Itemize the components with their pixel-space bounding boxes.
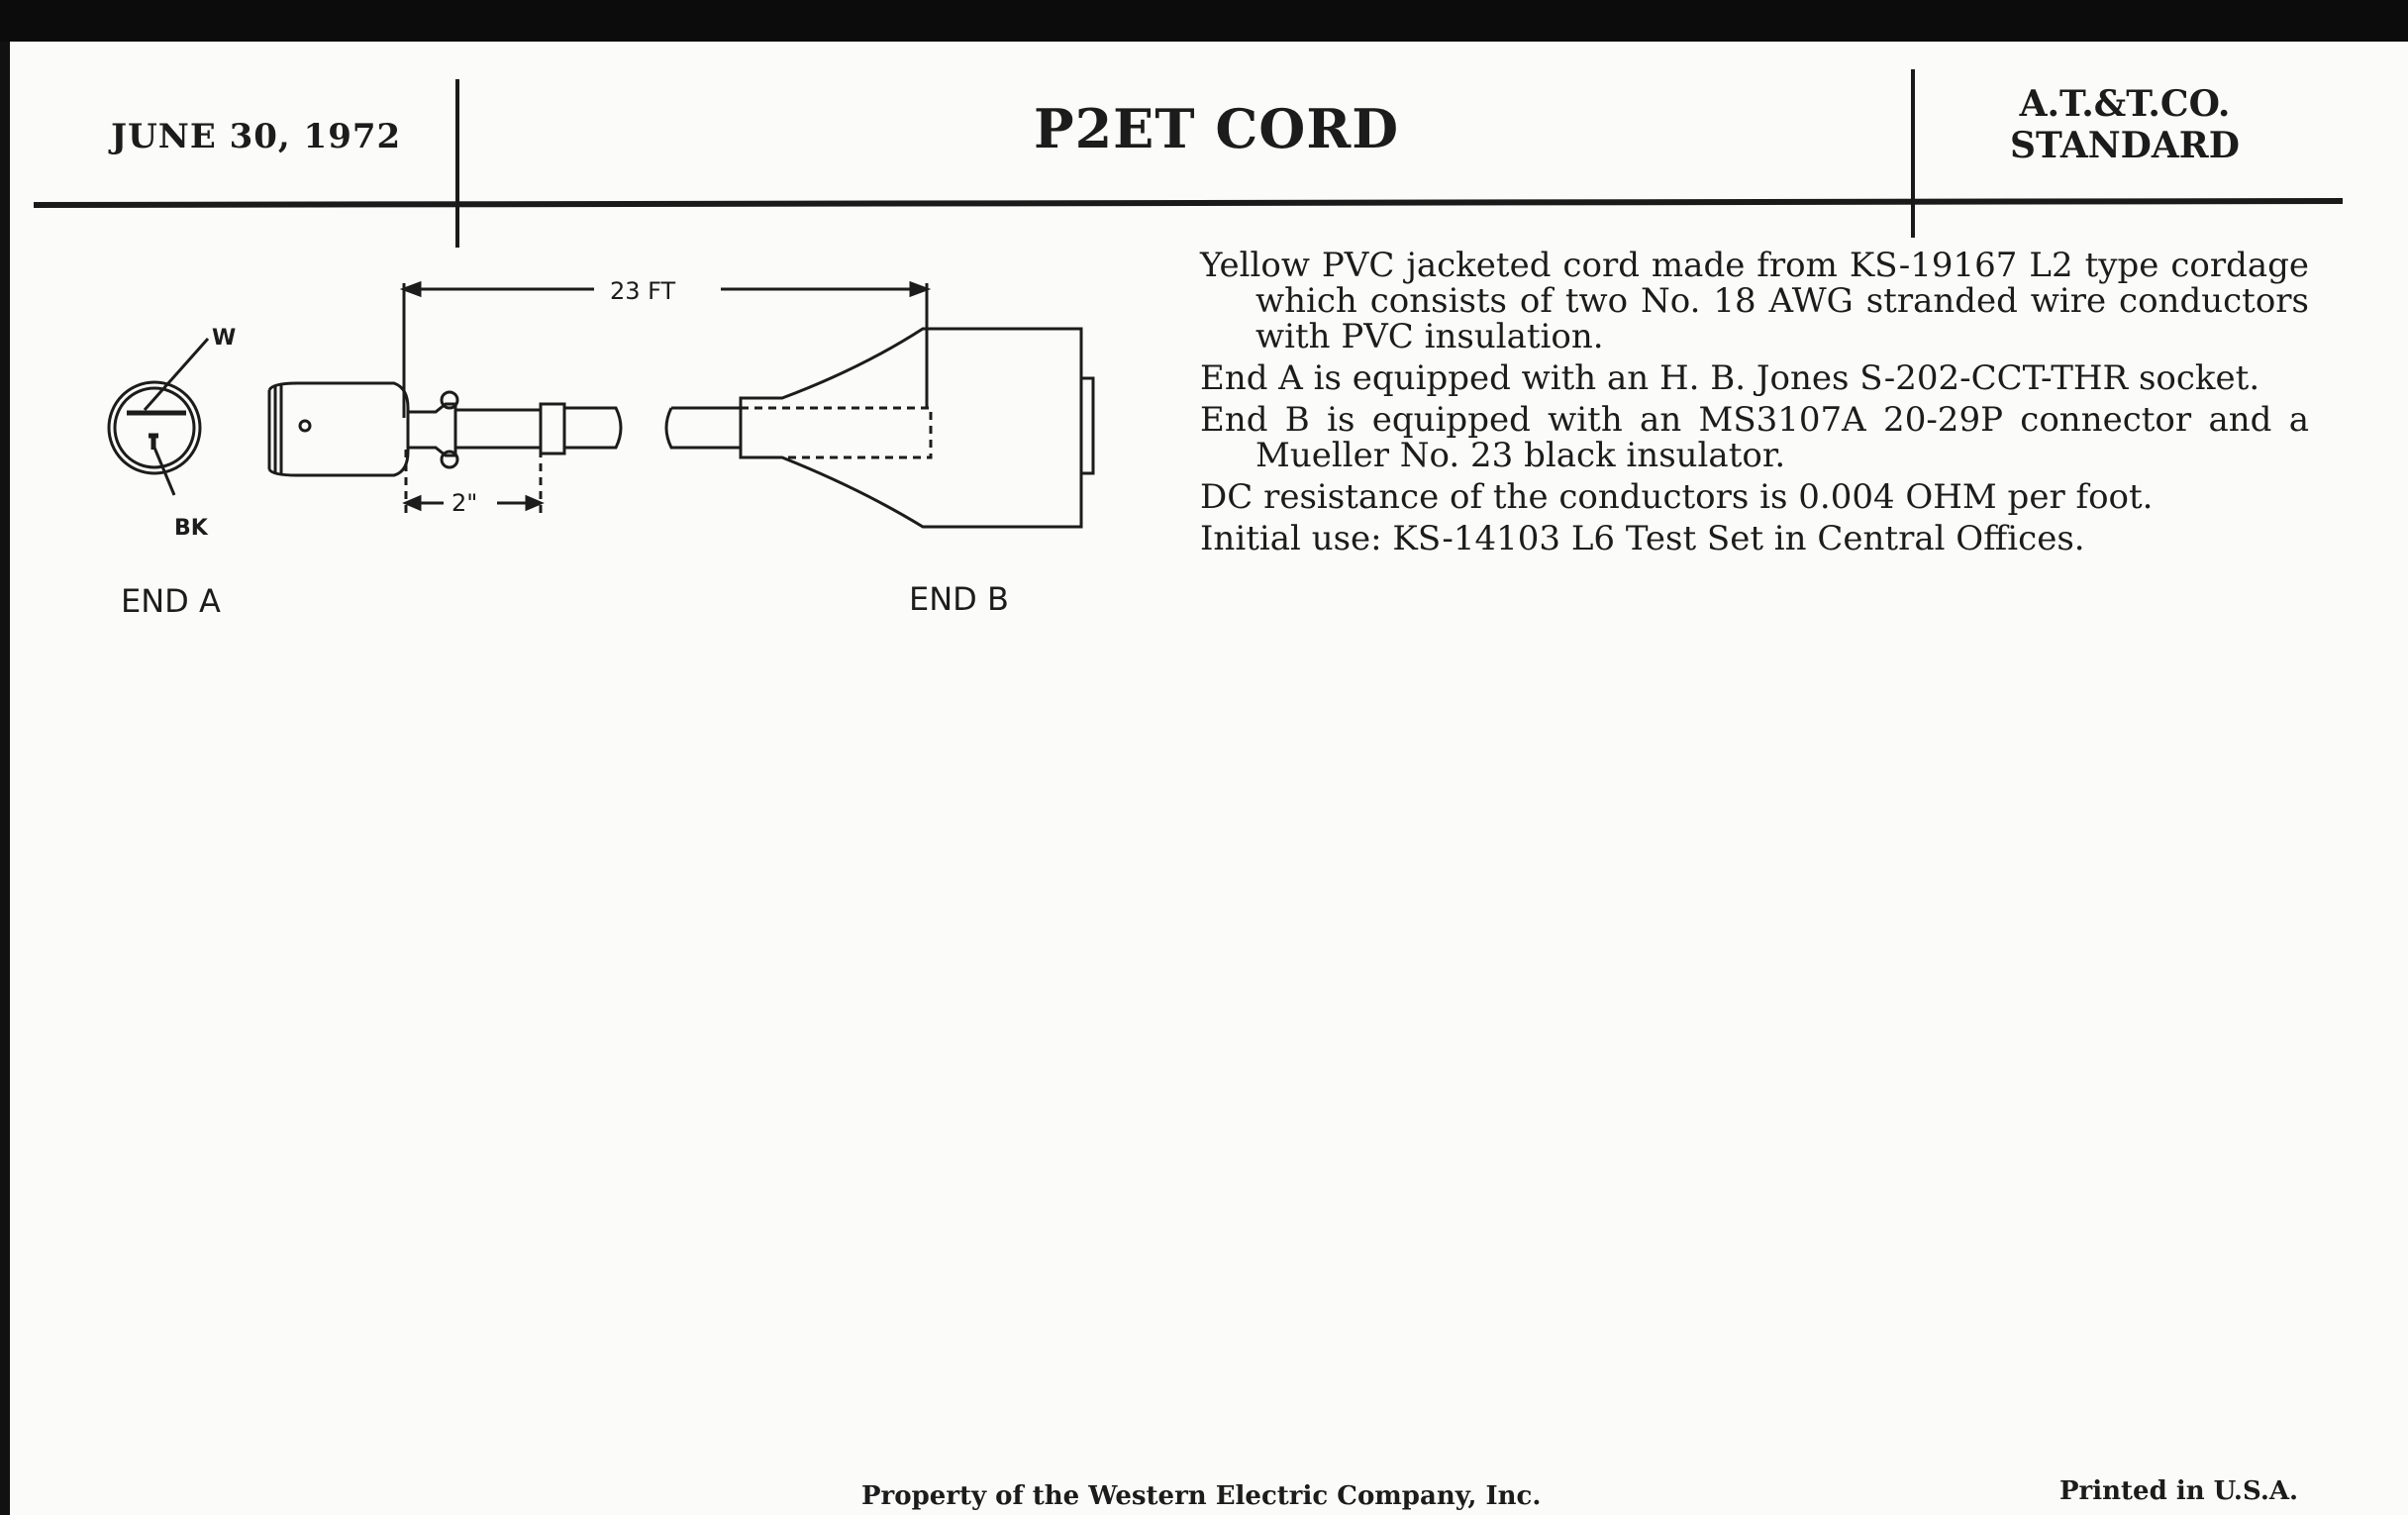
- description-end-b: End B is equipped with an MS3107A 20-29P connector and a Mueller No. 23 black insulator.: [1200, 400, 2309, 475]
- specification-card: [10, 42, 2408, 1515]
- cord-diagram: [10, 42, 1178, 636]
- description-end-a: End A is equipped with an H. B. Jones S-202-CCT-THR socket.: [1200, 358, 2260, 398]
- background-edge: [0, 0, 2408, 42]
- end-b-label: END B: [909, 580, 1009, 618]
- description-resistance: DC resistance of the conductors is 0.004 OHM per foot.: [1200, 477, 2154, 517]
- end-a-socket-body-icon: [269, 383, 621, 475]
- wire-black-label: BK: [174, 516, 208, 541]
- page-title: P2ET CORD: [1034, 97, 1400, 160]
- description-cordage: Yellow PVC jacketed cord made from KS-19167 L2 type cordage which consists of two No. 18 AWG stranded wire conductors with PVC insulation.: [1200, 246, 2309, 356]
- wire-white-label: W: [212, 326, 237, 351]
- company-name: A.T.&T.CO.: [2019, 83, 2231, 125]
- standard-label: STANDARD: [2010, 125, 2240, 166]
- dimension-lines: [404, 283, 927, 517]
- length-dimension-label: 23 FT: [610, 277, 676, 305]
- cord-description: [1200, 248, 2309, 562]
- print-origin: Printed in U.S.A.: [2059, 1476, 2299, 1506]
- end-a-socket-face-icon: [109, 339, 208, 495]
- header-divider-right: [1911, 69, 1915, 238]
- company-standard: [2010, 83, 2240, 166]
- description-initial-use: Initial use: KS-14103 L6 Test Set in Central Offices.: [1200, 519, 2085, 558]
- issue-date: JUNE 30, 1972: [111, 117, 402, 156]
- end-b-connector-icon: [666, 329, 1093, 527]
- clamp-dimension-label: 2": [452, 489, 478, 517]
- ownership-note: Property of the Western Electric Company, Inc.: [861, 1481, 1542, 1511]
- end-a-label: END A: [121, 582, 221, 620]
